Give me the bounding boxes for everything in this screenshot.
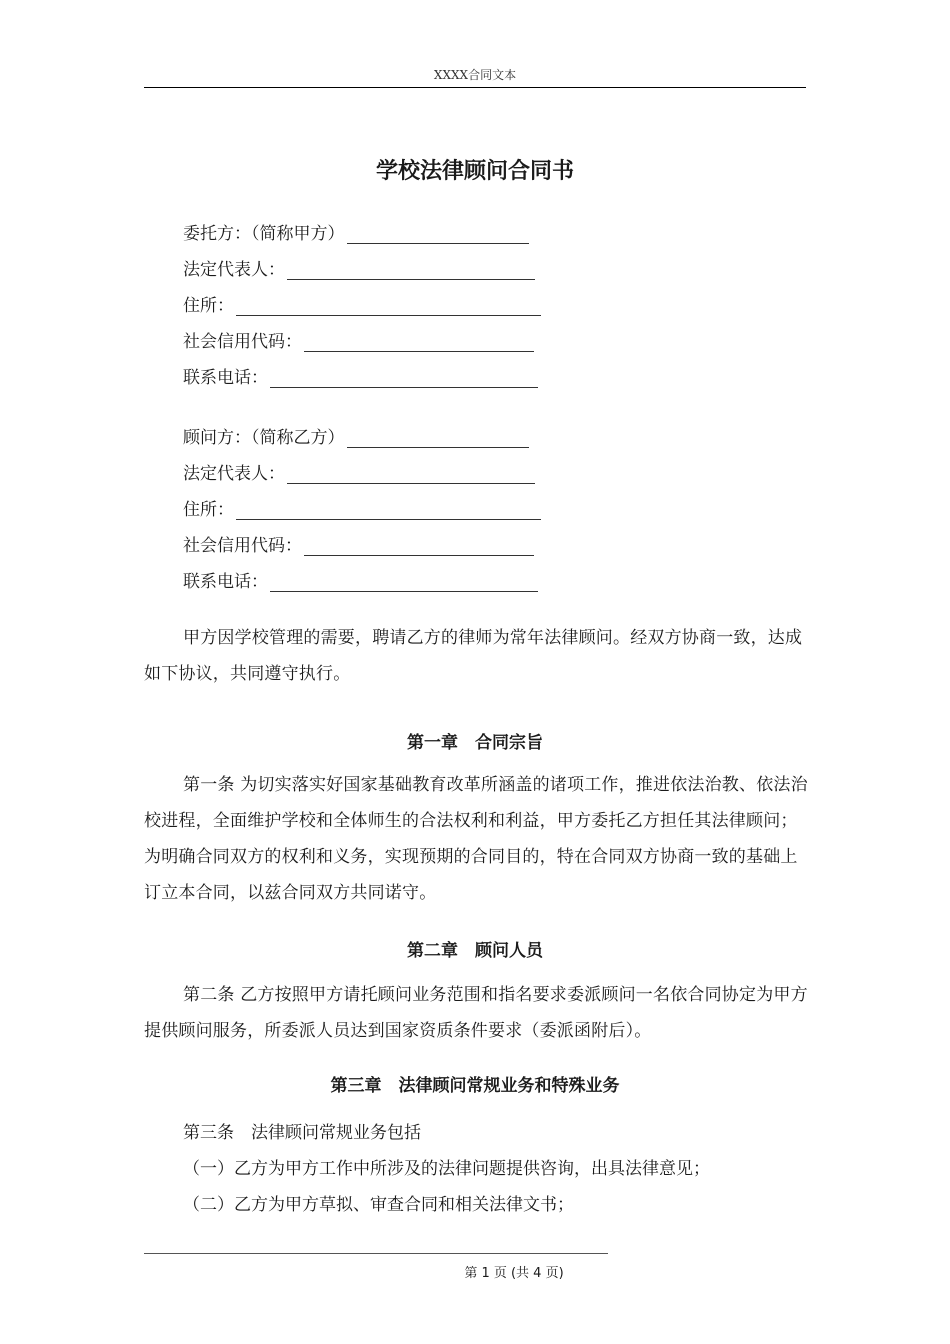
party-a-address-line [183,292,541,316]
party-a-phone-blank[interactable] [270,369,538,388]
party-b-address-line [183,496,541,520]
party-b-rep-blank[interactable] [287,465,535,484]
article-3-title: 第三条 法律顾问常规业务包括 [183,1123,421,1143]
party-b-name-blank[interactable] [347,429,529,448]
chapter-1-heading: 第一章 合同宗旨 [407,733,543,753]
party-a-address-label: 住所： [183,296,234,316]
party-a-address-blank[interactable] [236,297,541,316]
party-b-address-blank[interactable] [236,501,541,520]
party-a-name-blank[interactable] [347,225,529,244]
chapter-3-heading: 第三章 法律顾问常规业务和特殊业务 [330,1076,620,1096]
party-a-credit-blank[interactable] [304,333,534,352]
header-rule [144,87,806,88]
footer-rule [144,1253,608,1254]
party-b-phone-blank[interactable] [270,573,538,592]
article-1-paragraph: 第一条 为切实落实好国家基础教育改革所涵盖的诸项工作，推进依法治教、依法治校进程，全面维护学校和全体师生的合法权利和利益，甲方委托乙方担任其法律顾问；为明确合同双方的权利和义务，实现预期的合同目的，特在合同双方协商一致的基础上订立本合同，以兹合同双方共同诺守。 [144,775,808,903]
page-header: XXXX合同文本 [433,68,517,82]
page-footer: 第 1 页 (共 4 页) [464,1266,564,1281]
party-a-phone-label: 联系电话： [183,368,268,388]
article-3-item-1: （一）乙方为甲方工作中所涉及的法律问题提供咨询，出具法律意见； [183,1159,710,1179]
party-a-credit-label: 社会信用代码： [183,332,302,352]
party-b-rep-line [183,460,535,484]
party-a-name-line [183,220,529,244]
party-b-credit-label: 社会信用代码： [183,536,302,556]
party-b-credit-line [183,532,534,556]
party-a-name-label: 委托方：（简称甲方） [183,224,345,244]
chapter-2-heading: 第二章 顾问人员 [407,941,543,961]
article-3-item-2: （二）乙方为甲方草拟、审查合同和相关法律文书； [183,1195,574,1215]
party-b-address-label: 住所： [183,500,234,520]
party-b-name-label: 顾问方：（简称乙方） [183,428,345,448]
party-b-name-line [183,424,529,448]
party-a-phone-line [183,364,538,388]
party-a-rep-blank[interactable] [287,261,535,280]
document-title: 学校法律顾问合同书 [375,159,574,184]
party-a-credit-line [183,328,534,352]
article-2-paragraph: 第二条 乙方按照甲方请托顾问业务范围和指名要求委派顾问一名依合同协定为甲方提供顾问服务，所委派人员达到国家资质条件要求（委派函附后）。 [144,985,808,1041]
party-b-credit-blank[interactable] [304,537,534,556]
party-a-rep-label: 法定代表人： [183,260,285,280]
intro-paragraph: 甲方因学校管理的需要，聘请乙方的律师为常年法律顾问。经双方协商一致，达成如下协议，共同遵守执行。 [144,628,803,684]
party-b-phone-label: 联系电话： [183,572,268,592]
party-a-rep-line [183,256,535,280]
party-b-phone-line [183,568,538,592]
party-b-rep-label: 法定代表人： [183,464,285,484]
